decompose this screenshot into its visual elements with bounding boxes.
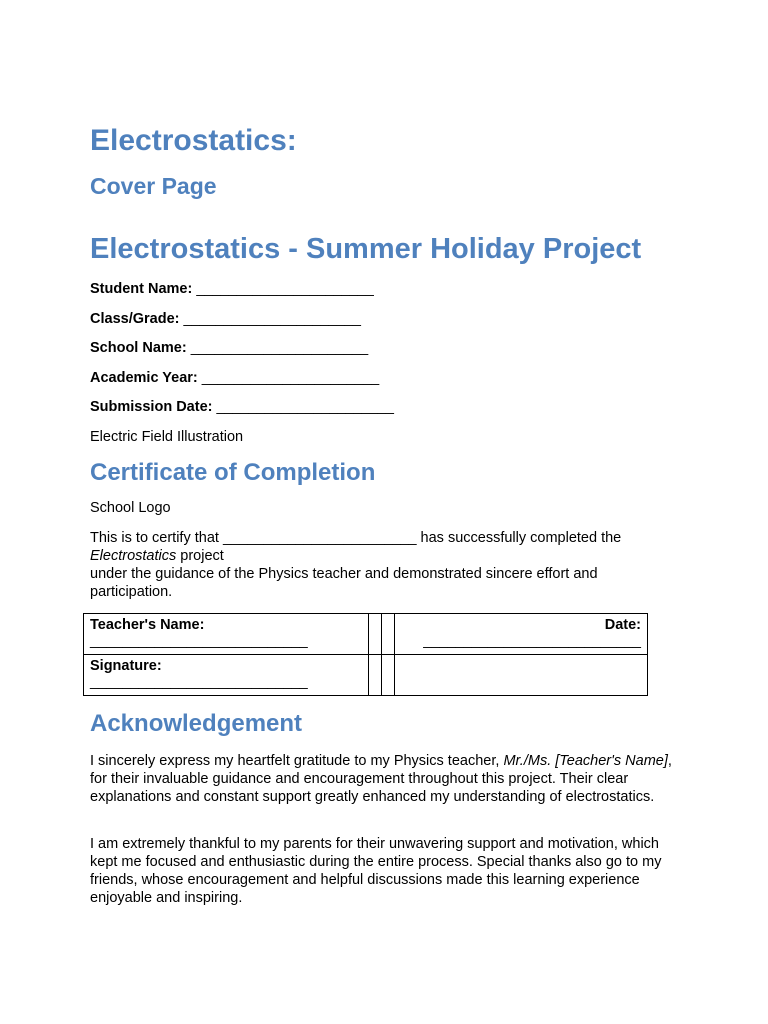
certificate-line-2	[90, 547, 670, 565]
field-blank: ______________________	[201, 370, 380, 386]
submission-date-field	[90, 399, 394, 415]
paragraph-text	[90, 752, 675, 806]
date-blank: ___________________________	[423, 633, 641, 649]
document-subtitle: Cover Page	[90, 173, 217, 199]
project-word: project	[180, 548, 224, 564]
spacer-cell	[369, 614, 382, 655]
certificate-text	[90, 529, 670, 601]
acknowledgement-heading: Acknowledgement	[90, 710, 303, 737]
certificate-line-4: participation.	[90, 584, 173, 600]
acknowledgement-paragraph-1	[90, 752, 675, 806]
certify-start: This is to certify that	[90, 530, 219, 546]
signature-label: Signature:	[90, 658, 162, 674]
student-name-field	[90, 281, 374, 297]
academic-year-field	[90, 370, 379, 386]
field-blank: ______________________	[183, 311, 361, 327]
p1-end: , for their invaluable guidance and encouragement throughout this project. Their clear explanations and constant support greatly enhanced my understanding of electrostatics.	[90, 753, 672, 805]
school-name-field	[90, 340, 368, 356]
date-cell	[395, 614, 648, 655]
field-label: Student Name:	[90, 281, 193, 297]
certify-end: has successfully completed the	[420, 530, 622, 546]
teacher-name-label: Teacher's Name:	[90, 617, 205, 633]
field-blank: ______________________	[190, 340, 369, 356]
school-logo-placeholder: School Logo	[90, 500, 171, 516]
certificate-line-1	[90, 529, 670, 547]
project-name-italic: Electrostatics	[90, 548, 177, 564]
date-label: Date:	[604, 617, 641, 633]
empty-cell	[395, 655, 648, 696]
signature-blank: ___________________________	[90, 674, 308, 690]
paragraph-text: I am extremely thankful to my parents for their unwavering support and motivation, which kept me focused and enthusiastic during the entire process. Special thanks also go to my friends, whose encouragement and helpful discussions made this learning experience enjoyable and inspiring.	[90, 836, 662, 906]
field-label: Submission Date:	[90, 399, 213, 415]
project-title: Electrostatics - Summer Holiday Project	[90, 233, 642, 265]
teacher-name-blank: ___________________________	[90, 633, 308, 649]
class-grade-field	[90, 311, 361, 327]
signature-cell	[84, 655, 369, 696]
table-row	[84, 655, 648, 696]
certificate-heading: Certificate of Completion	[90, 459, 376, 486]
acknowledgement-paragraph-2	[90, 835, 675, 907]
field-blank: ______________________	[216, 399, 394, 415]
field-label: Class/Grade:	[90, 311, 180, 327]
field-blank: ______________________	[196, 281, 374, 297]
illustration-caption: Electric Field Illustration	[90, 429, 244, 445]
table-row	[84, 614, 648, 655]
field-label: School Name:	[90, 340, 187, 356]
spacer-cell	[382, 614, 395, 655]
field-label: Academic Year:	[90, 370, 198, 386]
teacher-name-cell	[84, 614, 369, 655]
spacer-cell	[369, 655, 382, 696]
certificate-line-3: under the guidance of the Physics teacher and demonstrated sincere effort and	[90, 566, 598, 582]
signature-table	[83, 613, 648, 696]
document-title: Electrostatics:	[90, 124, 297, 157]
recipient-blank: ________________________	[222, 530, 417, 546]
p1-start: I sincerely express my heartfelt gratitude to my Physics teacher,	[90, 753, 500, 769]
teacher-placeholder-italic: Mr./Ms. [Teacher's Name]	[503, 753, 668, 769]
spacer-cell	[382, 655, 395, 696]
